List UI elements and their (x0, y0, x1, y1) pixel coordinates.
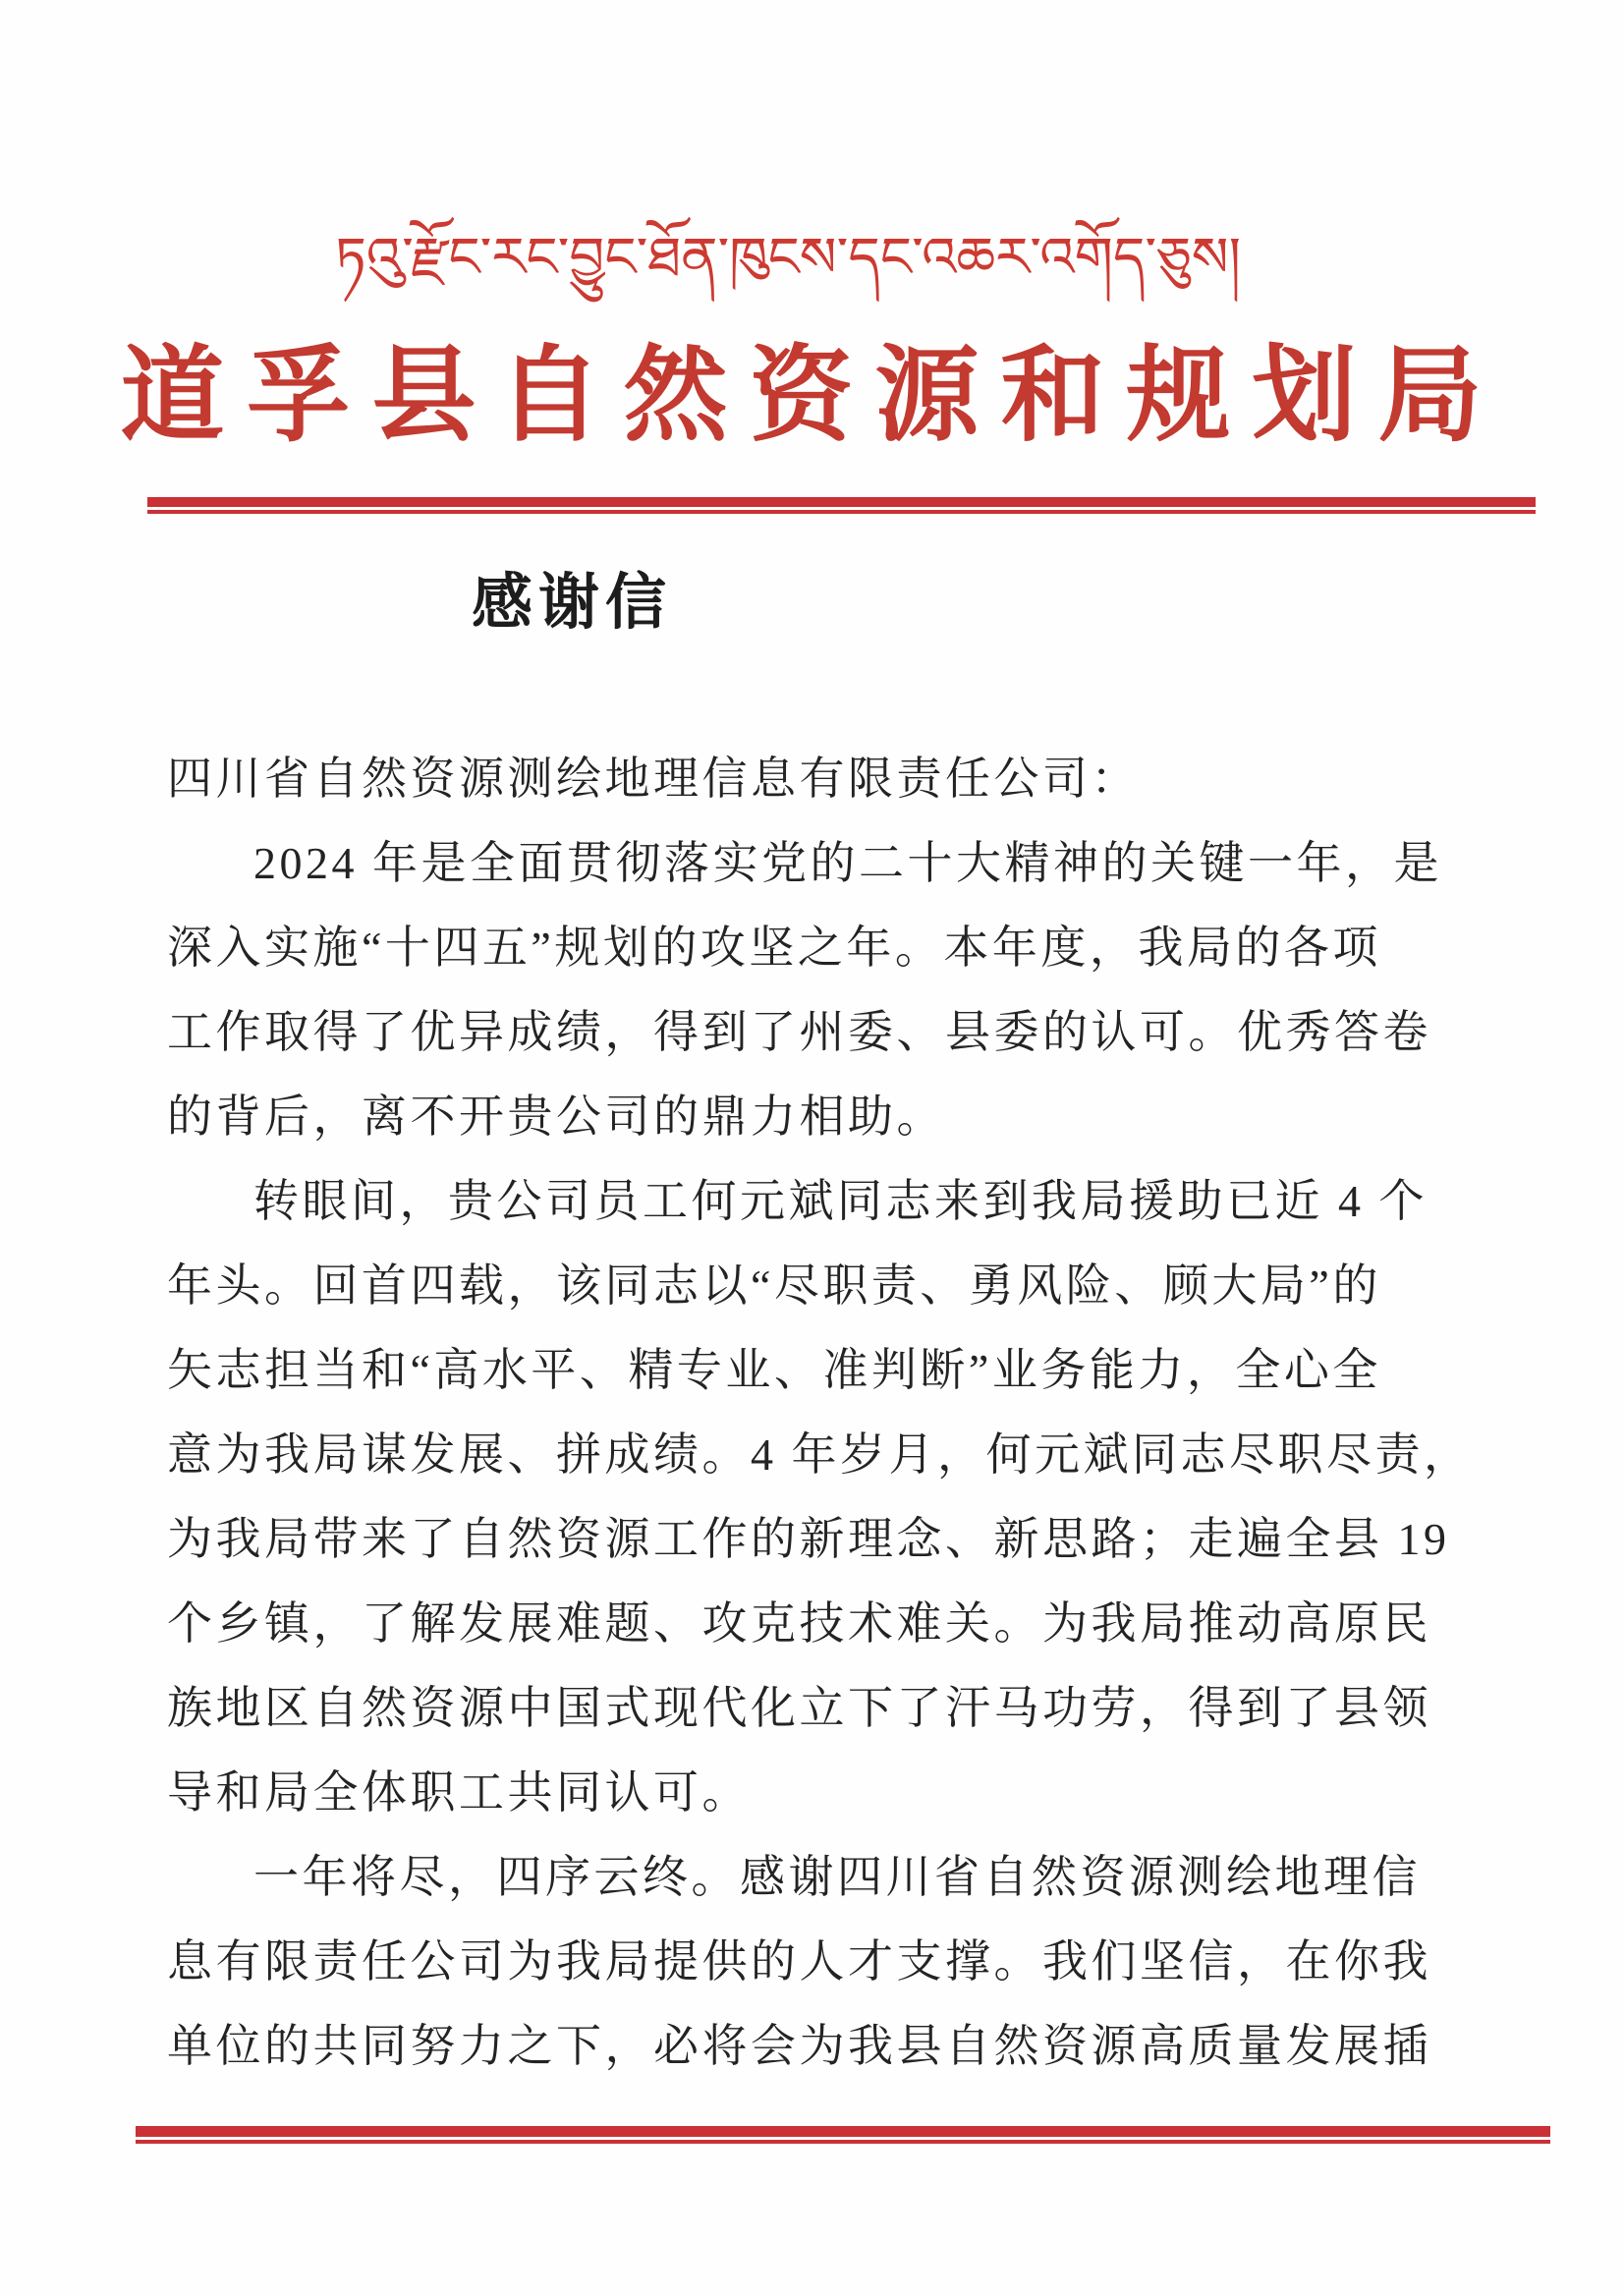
body-line: 2024 年是全面贯彻落实党的二十大精神的关键一年，是 (253, 838, 1442, 888)
letterhead-divider-thin (147, 510, 1536, 514)
body-line: 族地区自然资源中国式现代化立下了汗马功劳，得到了县领 (167, 1683, 1431, 1733)
footer-divider-thin (136, 2140, 1550, 2144)
footer-divider-thick (136, 2126, 1550, 2137)
body-line: 单位的共同努力之下，必将会为我县自然资源高质量发展插 (167, 2021, 1431, 2071)
body-line: 个乡镇，了解发展难题、攻克技术难关。为我局推动高原民 (167, 1598, 1431, 1649)
salutation-line: 四川省自然资源测绘地理信息有限责任公司： (167, 754, 1140, 804)
body-line: 的背后，离不开贵公司的鼎力相助。 (167, 1092, 945, 1142)
letterhead-bureau-name: 道孚县自然资源和规划局 (120, 339, 1504, 454)
body-line: 为我局带来了自然资源工作的新理念、新思路；走遍全县 19 (167, 1514, 1450, 1564)
body-line: 导和局全体职工共同认可。 (167, 1767, 751, 1818)
body-line: 工作取得了优异成绩，得到了州委、县委的认可。优秀答卷 (167, 1007, 1431, 1057)
body-line: 深入实施“十四五”规划的攻坚之年。本年度，我局的各项 (167, 923, 1381, 973)
letterhead-divider-thick (147, 497, 1536, 507)
body-line: 年头。回首四载，该同志以“尽职责、勇风险、顾大局”的 (167, 1260, 1381, 1311)
body-line: 转眼间，贵公司员工何元斌同志来到我局援助已近 4 个 (253, 1176, 1428, 1226)
letterhead-tibetan-name: ཏའུ་རྫོང་རང་བྱུང་ཐོན་ཁུངས་དང་འཆར་འགོད་ཅུས། (334, 226, 1242, 290)
letter-title: 感谢信 (472, 570, 673, 637)
body-line: 一年将尽，四序云终。感谢四川省自然资源测绘地理信 (253, 1852, 1421, 1902)
body-line: 矢志担当和“高水平、精专业、准判断”业务能力，全心全 (167, 1345, 1381, 1395)
body-line: 息有限责任公司为我局提供的人才支撑。我们坚信，在你我 (167, 1936, 1431, 1987)
letter-body (167, 737, 1474, 2089)
body-line: 意为我局谋发展、拼成绩。4 年岁月，何元斌同志尽职尽责， (167, 1429, 1473, 1480)
